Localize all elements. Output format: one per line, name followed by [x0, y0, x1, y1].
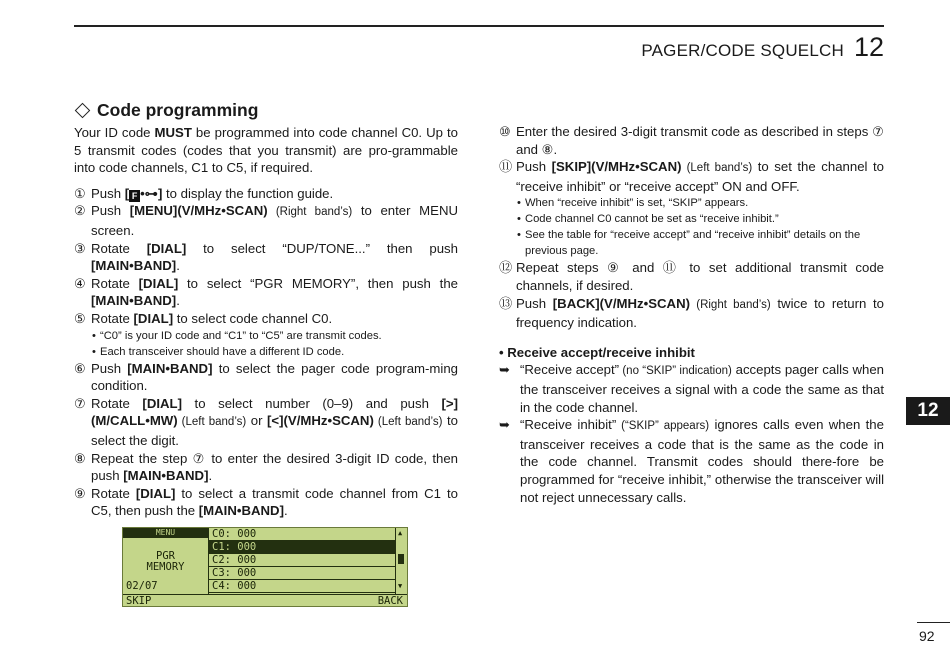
step-11-note-3: • See the table for “receive accept” and “receive inhibit” details on the previous page.	[517, 229, 861, 258]
lcd-code-row: C0: 000	[209, 528, 395, 541]
left-column	[74, 124, 458, 520]
footer-rule	[917, 622, 950, 623]
function-key-icon: F	[129, 190, 140, 202]
lcd-scrollbar	[395, 528, 407, 594]
right-column	[499, 123, 884, 506]
step-4: ④ Rotate [DIAL] to select “PGR MEMORY”, then push the [MAIN•BAND].	[74, 275, 458, 309]
step-11-note-2: • Code channel C0 cannot be set as “receive inhibit.”	[517, 213, 779, 226]
step-7: ⑦ Rotate [DIAL] to select number (0–9) and push [>](M/CALL•MW) (Left band’s) or [<](V/MHz•SCAN) (Left band’s) to select the digit.	[74, 395, 458, 448]
chapter-title: PAGER/CODE SQUELCH	[641, 41, 844, 60]
lcd-back-label: BACK	[377, 595, 403, 607]
intro-paragraph: Your ID code MUST be programmed into code channel C0. Up to 5 transmit codes (codes that you transmit) are pro-grammable into code channels, C1 to C5, if required.	[74, 125, 459, 176]
lcd-menu-label: MENU	[123, 528, 208, 538]
header-rule	[74, 25, 884, 27]
step-11: ⑪ Push [SKIP](V/MHz•SCAN) (Left band’s) to set the channel to “receive inhibit” or “receive accept” ON and OFF.	[499, 159, 884, 194]
lcd-pgr-memory: PGR MEMORY	[146, 550, 185, 573]
arrow-icon: ➥	[499, 362, 510, 378]
scroll-down-icon: ▼	[398, 582, 403, 590]
receive-subheading: • Receive accept/receive inhibit	[499, 344, 695, 360]
chapter-header	[641, 32, 884, 63]
receive-accept-item: ➥ “Receive accept” (no “SKIP” indication) accepts pager calls when the transceiver receives a signal with a code the same as that in the code channel.	[499, 362, 884, 415]
lcd-code-row: C4: 000	[209, 580, 395, 593]
receive-inhibit-item: ➥ “Receive inhibit” (“SKIP” appears) ignores calls even when the transceiver receives a code that is the same as the code in the code channel. Transmit codes should there-fore be programmed for “receive inhibit,” otherwise the transceiver will not reject unnecessary calls.	[499, 417, 884, 505]
step-5-note-2: • Each transceiver should have a different ID code.	[92, 345, 345, 358]
step-8: ⑧ Repeat the step ⑦ to enter the desired 3-digit ID code, then push [MAIN•BAND].	[74, 450, 458, 484]
lcd-code-list	[209, 528, 395, 593]
section-title	[74, 100, 258, 121]
chapter-side-tab: 12	[906, 397, 950, 425]
lcd-code-row-selected: C1: 000	[209, 541, 395, 554]
step-5-note-1: • “C0” is your ID code and “C1” to “C5” are transmit codes.	[92, 329, 382, 342]
lcd-skip-label: SKIP	[126, 595, 152, 607]
step-9: ⑨ Rotate [DIAL] to select a transmit code channel from C1 to C5, then push the [MAIN•BAND].	[74, 485, 458, 519]
lcd-menu-panel	[123, 528, 209, 594]
scroll-thumb	[398, 554, 404, 564]
step-1: ① Push [ F •⊶] to display the function guide.	[74, 185, 334, 201]
lcd-softkey-bar	[123, 594, 407, 607]
lcd-code-row: C3: 000	[209, 567, 395, 580]
scroll-up-icon: ▲	[398, 529, 403, 537]
step-5: ⑤ Rotate [DIAL] to select code channel C0.	[74, 310, 333, 326]
lcd-page-indicator: 02/07	[126, 580, 158, 592]
step-13: ⑬ Push [BACK](V/MHz•SCAN) (Right band’s) twice to return to frequency indication.	[499, 295, 884, 331]
step-12: ⑫ Repeat steps ⑨ and ⑪ to set additional transmit code channels, if desired.	[499, 260, 884, 293]
step-6: ⑥ Push [MAIN•BAND] to select the pager code program-ming condition.	[74, 360, 458, 394]
chapter-number: 12	[853, 32, 884, 62]
lcd-display	[122, 527, 408, 607]
arrow-icon: ➥	[499, 417, 510, 433]
page-number: 92	[919, 628, 935, 644]
step-2: ② Push [MENU](V/MHz•SCAN) (Right band’s) to enter MENU screen.	[74, 203, 458, 238]
step-10: ⑩ Enter the desired 3-digit transmit code as described in steps ⑦ and ⑧.	[499, 124, 884, 157]
lcd-code-row: C2: 000	[209, 554, 395, 567]
step-11-note-1: • When “receive inhibit” is set, “SKIP” appears.	[517, 197, 749, 210]
diamond-icon	[75, 103, 91, 119]
section-title-text: Code programming	[97, 100, 259, 120]
step-3: ③ Rotate [DIAL] to select “DUP/TONE...” then push [MAIN•BAND].	[74, 240, 458, 274]
